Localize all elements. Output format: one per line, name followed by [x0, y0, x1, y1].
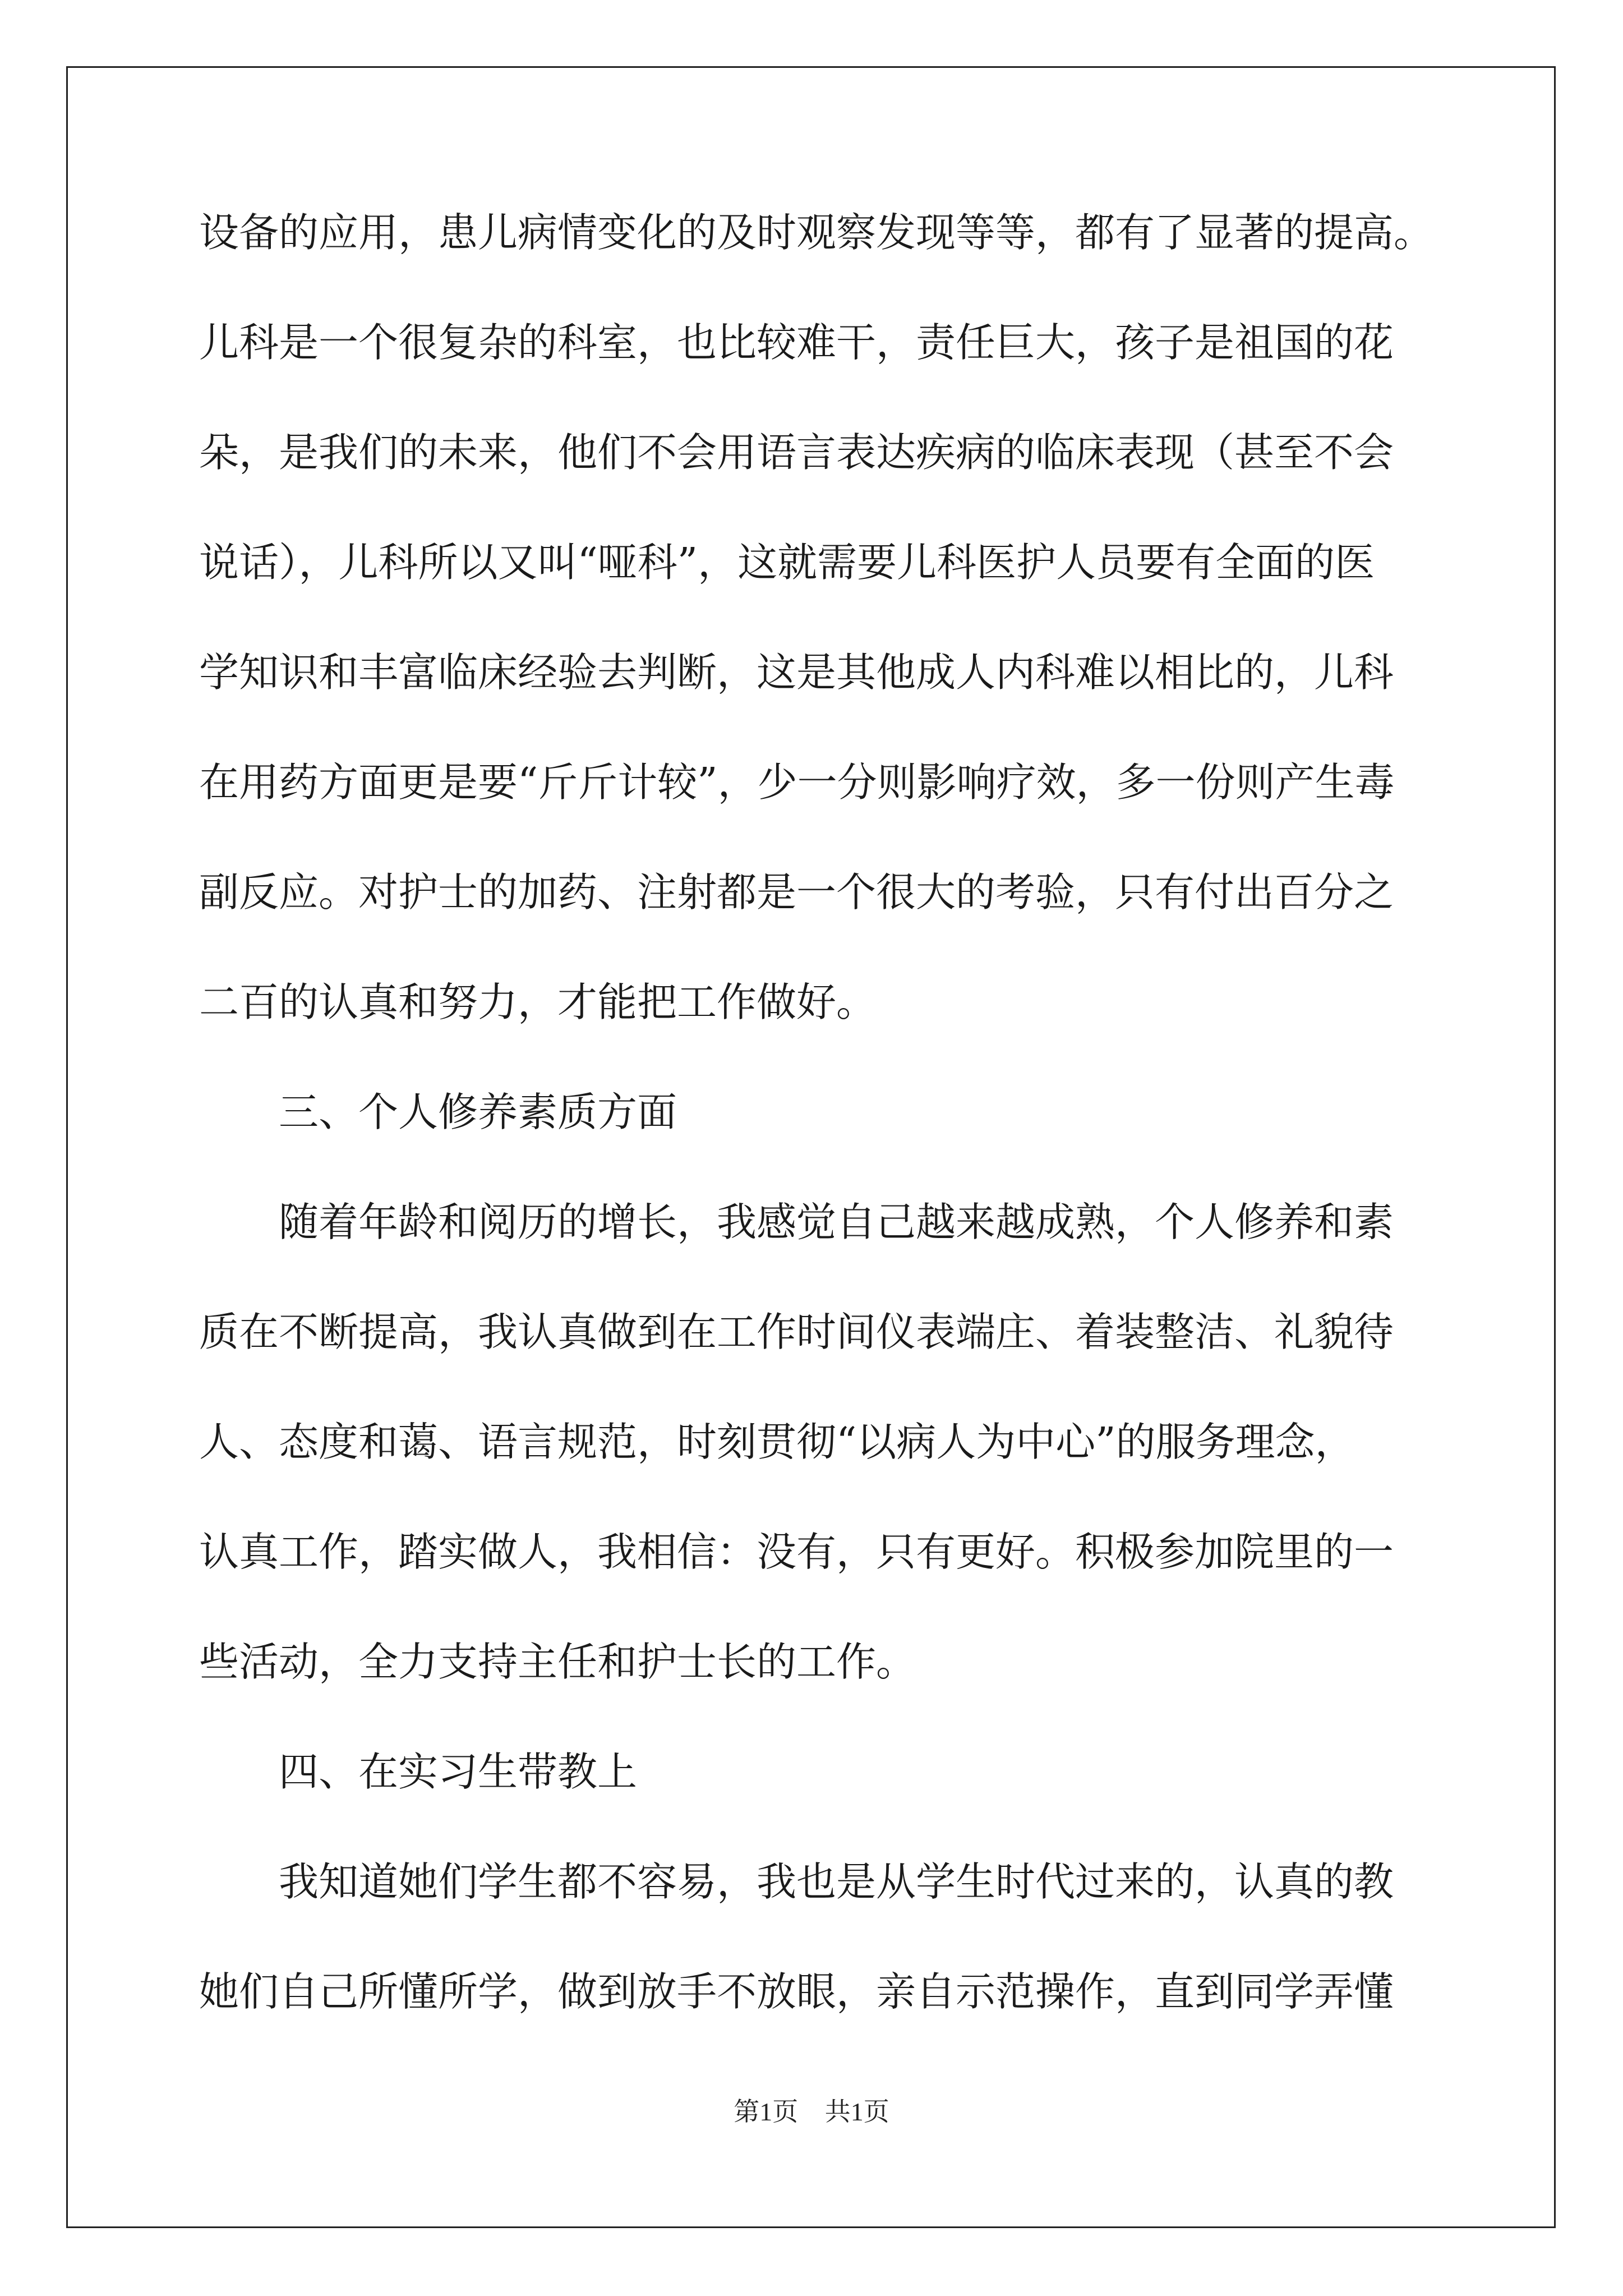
text-line: 在用药方面更是要“斤斤计较”，少一分则影响疗效，多一份则产生毒 [199, 759, 1395, 806]
text-line: 朵，是我们的未来，他们不会用语言表达疾病的临床表现（甚至不会 [199, 429, 1394, 476]
text-line: 副反应。对护士的加药、注射都是一个很大的考验，只有付出百分之 [199, 869, 1394, 915]
text-line: 我知道她们学生都不容易，我也是从学生时代过来的，认真的教 [199, 1858, 1394, 1905]
page-total: 共1页 [824, 2097, 889, 2126]
text-line: 儿科是一个很复杂的科室，也比较难干，责任巨大，孩子是祖国的花 [199, 319, 1394, 366]
text-line: 学知识和丰富临床经验去判断，这是其他成人内科难以相比的，儿科 [199, 649, 1394, 696]
text-line: 说话），儿科所以又叫“哑科”，这就需要儿科医护人员要有全面的医 [199, 539, 1375, 586]
text-line: 人、态度和蔼、语言规范，时刻贯彻“以病人为中心”的服务理念， [199, 1419, 1355, 1465]
text-line: 随着年龄和阅历的增长，我感觉自己越来越成熟，个人修养和素 [199, 1199, 1394, 1245]
text-line: 认真工作，踏实做人，我相信：没有，只有更好。积极参加院里的一 [199, 1529, 1394, 1575]
page-number: 第1页 [734, 2097, 799, 2126]
section-heading: 三、个人修养素质方面 [199, 1089, 677, 1135]
text-line: 些活动，全力支持主任和护士长的工作。 [199, 1639, 916, 1685]
section-heading: 四、在实习生带教上 [199, 1749, 638, 1795]
text-line: 她们自己所懂所学，做到放手不放眼，亲自示范操作，直到同学弄懂 [199, 1968, 1394, 2015]
text-line: 质在不断提高，我认真做到在工作时间仪表端庄、着装整洁、礼貌待 [199, 1309, 1394, 1355]
text-line: 二百的认真和努力，才能把工作做好。 [199, 979, 877, 1025]
text-line: 设备的应用，患儿病情变化的及时观察发现等等，都有了显著的提高。 [199, 209, 1434, 256]
page-footer [0, 2091, 1623, 2128]
